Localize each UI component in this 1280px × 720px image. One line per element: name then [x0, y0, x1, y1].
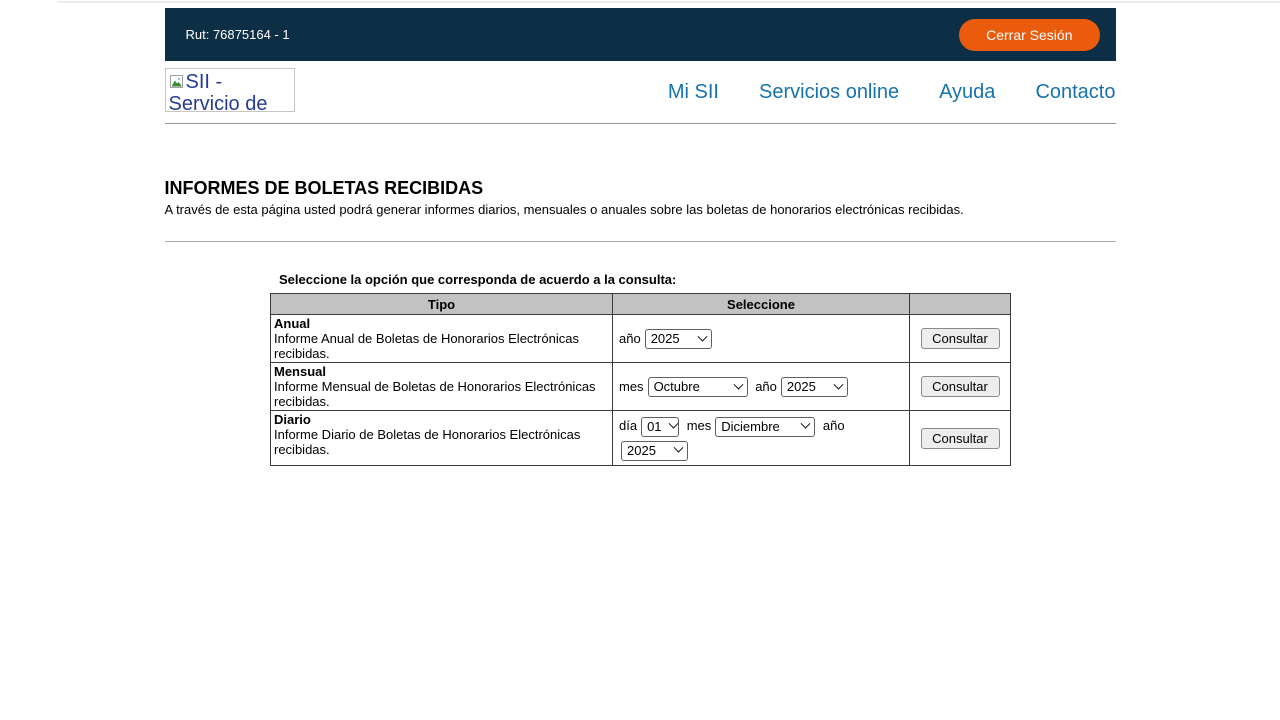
broken-image-icon — [169, 74, 185, 90]
divider — [165, 241, 1116, 242]
nav-link-mi-sii[interactable]: Mi SII — [667, 80, 719, 103]
chevron-down-icon — [668, 419, 678, 429]
diario-year-label: año — [822, 418, 845, 433]
row-type-anual: Anual — [274, 316, 311, 331]
mensual-year-select[interactable]: 2025 — [781, 377, 848, 397]
logo-alt-text: SII - Servicio de — [168, 71, 268, 112]
row-description-mensual: Informe Mensual de Boletas de Honorarios Electrónicas recibidas. — [274, 379, 596, 409]
consultar-anual-button[interactable]: Consultar — [921, 328, 1000, 349]
nav-link-servicios-online[interactable]: Servicios online — [759, 80, 900, 103]
row-description-diario: Informe Diario de Boletas de Honorarios Electrónicas recibidas. — [274, 427, 581, 457]
chevron-down-icon — [674, 443, 684, 453]
table-caption: Seleccione la opción que corresponda de acuerdo a la consulta: — [279, 272, 677, 287]
page-title: INFORMES DE BOLETAS RECIBIDAS — [164, 178, 484, 198]
header-action — [910, 294, 1011, 315]
mensual-month-label: mes — [619, 378, 644, 394]
mensual-year-label: año — [755, 378, 777, 394]
window-top-hairline — [57, 1, 1280, 3]
chevron-down-icon — [833, 379, 843, 389]
chevron-down-icon — [697, 331, 707, 341]
diario-year-select[interactable]: 2025 — [621, 441, 688, 461]
report-options-table — [270, 293, 1011, 466]
table-header-row — [271, 294, 1011, 315]
main-content — [165, 124, 1116, 466]
anual-year-select[interactable]: 2025 — [645, 329, 712, 349]
row-type-diario: Diario — [274, 412, 311, 427]
site-header — [165, 61, 1116, 124]
logout-button[interactable]: Cerrar Sesión — [959, 19, 1099, 51]
header-tipo: Tipo — [271, 294, 613, 315]
report-row-diario — [271, 411, 1011, 466]
report-row-anual — [271, 315, 1011, 363]
header-seleccione: Seleccione — [613, 294, 910, 315]
chevron-down-icon — [733, 379, 743, 389]
report-options-section — [270, 272, 1010, 466]
rut-label: Rut: 76875164 - 1 — [185, 27, 290, 42]
nav-link-contacto[interactable]: Contacto — [1035, 80, 1116, 103]
mensual-month-select[interactable]: Octubre — [648, 377, 748, 397]
session-bar — [165, 8, 1116, 61]
consultar-diario-button[interactable]: Consultar — [921, 428, 1000, 449]
diario-month-label: mes — [686, 418, 712, 433]
anual-year-label: año — [619, 330, 641, 346]
main-nav — [668, 81, 1116, 104]
diario-month-select[interactable]: Diciembre — [715, 417, 815, 437]
sii-logo-broken-image[interactable] — [165, 68, 295, 112]
row-description-anual: Informe Anual de Boletas de Honorarios Electrónicas recibidas. — [274, 331, 579, 361]
row-type-mensual: Mensual — [274, 364, 327, 379]
report-row-mensual — [271, 363, 1011, 411]
diario-day-select[interactable]: 01 — [641, 417, 679, 437]
consultar-mensual-button[interactable]: Consultar — [921, 376, 1000, 397]
page-container — [165, 0, 1116, 466]
chevron-down-icon — [801, 419, 811, 429]
diario-day-label: día — [619, 418, 638, 433]
nav-link-ayuda[interactable]: Ayuda — [939, 80, 996, 103]
page-intro: A través de esta página usted podrá generar informes diarios, mensuales o anuales sobre las boletas de honorarios electrónicas recibidas. — [164, 202, 964, 217]
